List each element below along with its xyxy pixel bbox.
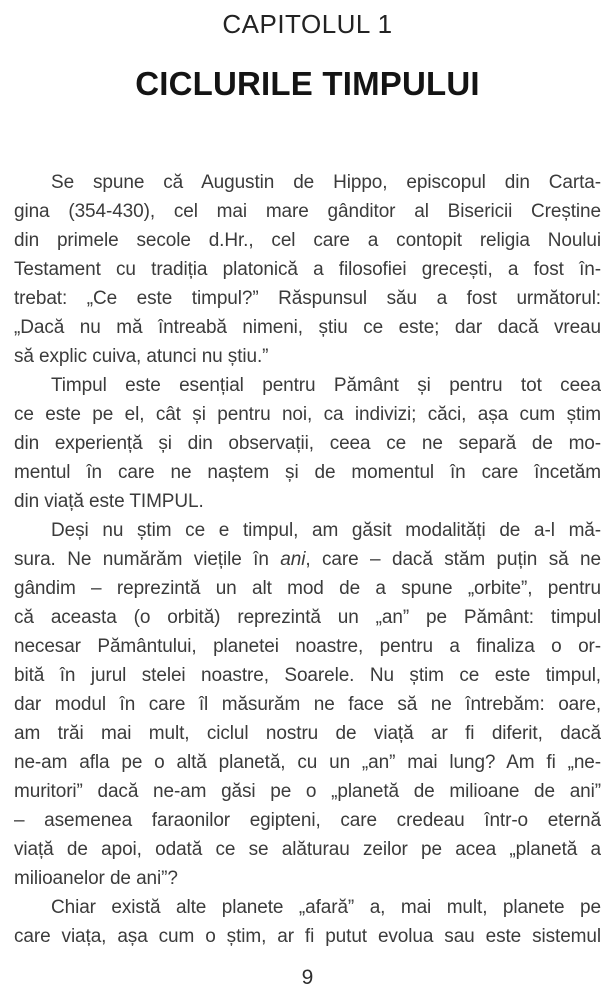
text-line: Chiar există alte planete „afară” a, mai mult, planete pe: [51, 897, 601, 918]
text-line: să explic cuiva, atunci nu știu.”: [14, 346, 269, 367]
text-line: din experiență și din observații, ceea ce ne separă de mo-: [14, 433, 601, 454]
text-line: viață de apoi, odată ce se alăturau zeilor pe acea „planetă a: [14, 839, 601, 860]
text-line: gina (354-430), cel mai mare gânditor al Bisericii Creștine: [14, 201, 601, 222]
text-line: Se spune că Augustin de Hippo, episcopul din Carta-: [51, 172, 601, 193]
text-line: gândim – reprezintă un alt mod de a spune „orbite”, pentru: [14, 578, 601, 599]
paragraph: [14, 516, 601, 893]
paragraph: [14, 893, 601, 951]
text-line: Timpul este esențial pentru Pământ și pentru tot ceea: [51, 375, 601, 396]
text-line: că aceasta (o orbită) reprezintă un „an” pe Pământ: timpul: [14, 607, 601, 628]
text-line: care viața, așa cum o știm, ar fi putut evolua sau este sistemul: [14, 926, 601, 947]
chapter-heading: CAPITOLUL 1: [222, 9, 393, 39]
text-line: din viață este TIMPUL.: [14, 491, 204, 512]
text-line: muritori” dacă ne-am găsi pe o „planetă de milioane de ani”: [14, 781, 601, 802]
page-number: 9: [301, 966, 314, 989]
text-line: sura. Ne numărăm viețile în ani, care – dacă stăm puțin să ne: [14, 549, 601, 570]
text-line: necesar Pământului, planetei noastre, pentru a finaliza o or-: [14, 636, 601, 657]
text-line: Deși nu știm ce e timpul, am găsit modalități de a-l mă-: [51, 520, 601, 541]
paragraph: [14, 371, 601, 516]
text-line: trebat: „Ce este timpul?” Răspunsul său a fost următorul:: [14, 288, 601, 309]
text-line: ce este pe el, cât și pentru noi, ca indivizi; căci, așa cum știm: [14, 404, 601, 425]
paragraph: [14, 168, 601, 371]
text-line: – asemenea faraonilor egipteni, care credeau într-o eternă: [14, 810, 601, 831]
page-title: CICLURILE TIMPULUI: [135, 65, 480, 102]
text-line: „Dacă nu mă întreabă nimeni, știu ce este; dar dacă vreau: [14, 317, 601, 338]
text-line: ne-am afla pe o altă planetă, cu un „an” mai lung? Am fi „ne-: [14, 752, 601, 773]
text-line: din primele secole d.Hr., cel care a contopit religia Noului: [14, 230, 601, 251]
text-line: mentul în care ne naștem și de momentul în care încetăm: [14, 462, 601, 483]
text-line: dar modul în care îl măsurăm ne face să ne întrebăm: oare,: [14, 694, 601, 715]
body-text: [14, 168, 601, 951]
text-line: bită în jurul stelei noastre, Soarele. Nu știm ce este timpul,: [14, 665, 601, 686]
text-line: am trăi mai mult, ciclul nostru de viață ar fi diferit, dacă: [14, 723, 601, 744]
text-line: Testament cu tradiția platonică a filosofiei grecești, a fost în-: [14, 259, 601, 280]
text-line: milioanelor de ani”?: [14, 868, 178, 889]
